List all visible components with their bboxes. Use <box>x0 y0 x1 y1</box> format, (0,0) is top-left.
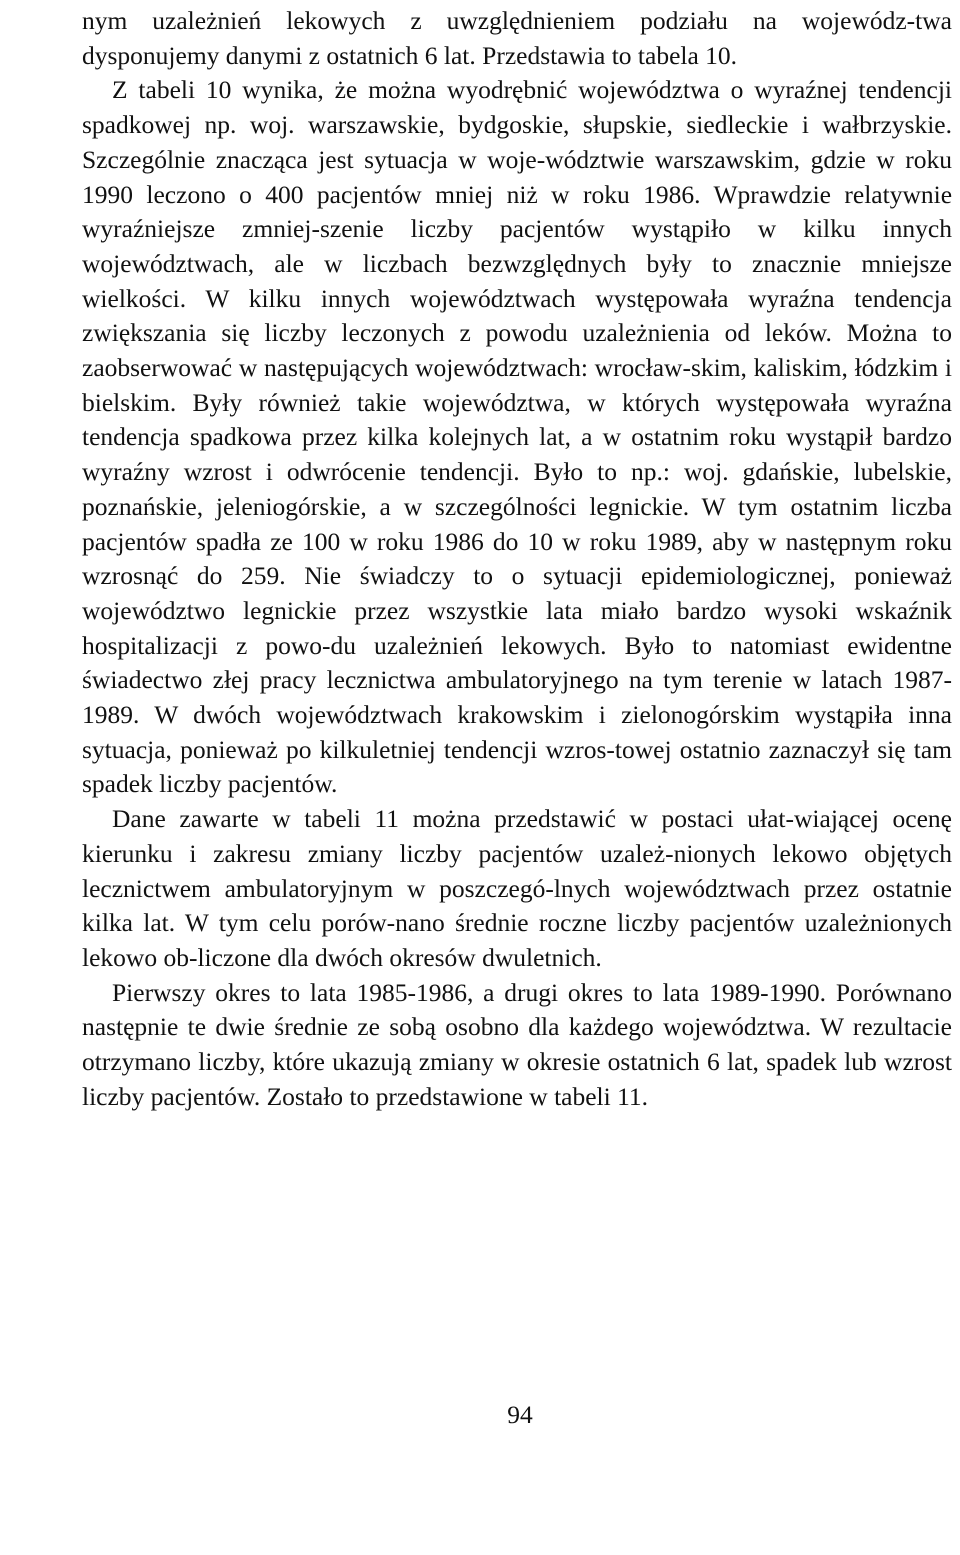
text-line: ale w liczbach bezwzględnych były to znacznie mniejsze wielkości. <box>82 248 953 313</box>
text-line: kolejnych lat, a w ostatnim roku wystąpił bardzo wyraźny wzrost <box>82 422 953 487</box>
paragraph <box>82 976 952 1115</box>
text-line: Porównano następnie te dwie średnie ze sobą osobno dla każdego <box>82 977 953 1042</box>
text-line: o sytuacji epidemiologicznej, ponieważ województwo legnickie przez <box>82 561 952 625</box>
text-line: zwiększania się liczby leczonych z powodu uzależnienia od leków. <box>82 318 832 348</box>
text-line: mniej niż w roku 1986. Wprawdzie relatywnie wyraźniejsze zmniej- <box>82 179 953 244</box>
text-line: województwa. W rezultacie otrzymano liczby, które ukazują zmiany <box>82 1012 952 1077</box>
text-line: wszystkie lata miało bardzo wysoki wskaźnik hospitalizacji z powo- <box>82 595 952 660</box>
text-line: lnych województwach przez ostatnie kilka lat. W tym celu porów- <box>82 873 952 938</box>
text-line: twa dysponujemy danymi z ostatnich 6 lat. Przedstawia to tabela 10. <box>82 6 952 70</box>
text-line: 1989, aby w następnym roku wzrosnąć do 259. Nie świadczy to <box>82 526 952 591</box>
text-line: W kilku innych województwach występowała wyraźna tendencja <box>205 283 952 313</box>
paragraph <box>82 802 952 976</box>
paragraph <box>82 73 952 802</box>
text-line: poznańskie, jeleniogórskie, a w szczególności legnickie. W tym <box>82 491 778 521</box>
paragraph <box>82 4 952 73</box>
text-line: siedleckie i wałbrzyskie. Szczególnie znacząca jest sytuacja w woje- <box>82 110 952 174</box>
text-line: nym uzależnień lekowych z uwzględnieniem podziału na wojewódz- <box>82 6 916 35</box>
text-line: ostatnim liczba pacjentów spadła ze 100 w roku 1986 do 10 w roku <box>82 491 952 556</box>
text-line: skim, kaliskim, łódzkim i bielskim. Były również takie województwa, <box>82 353 952 417</box>
text-line: du uzależnień lekowych. Było to natomiast ewidentne świadectwo <box>82 630 952 695</box>
text-line: towej ostatnio zaznaczył się tam spadek liczby pacjentów. <box>82 734 952 799</box>
text-line: w których występowała wyraźna tendencja spadkowa przez kilka <box>82 387 953 452</box>
text-line: nionych lekowo objętych lecznictwem ambulatoryjnym w poszczegó- <box>82 838 952 903</box>
text-line: liczone dla dwóch okresów dwuletnich. <box>197 942 602 972</box>
text-line: Dane zawarte w tabeli 11 można przedstawić w postaci ułat- <box>112 804 795 834</box>
text-line: Można to zaobserwować w następujących województwach: wrocław- <box>82 318 952 383</box>
text-line: wiającej ocenę kierunku i zakresu zmiany liczby pacjentów uzależ- <box>82 804 952 868</box>
text-line: i odwrócenie tendencji. Było to np.: woj. gdańskie, lubelskie, <box>265 457 953 487</box>
text-line: to przedstawione w tabeli 11. <box>349 1081 649 1111</box>
text-line: 1987-1989. W dwóch województwach krakowskim i zielonogórskim <box>82 665 952 730</box>
text-line: wództwie warszawskim, gdzie w roku 1990 leczono o 400 pacjentów <box>82 144 952 209</box>
text-line: nano średnie roczne liczby pacjentów uzależnionych lekowo ob- <box>82 908 952 972</box>
text-line: w okresie ostatnich 6 lat, spadek lub wzrost liczby pacjentów. Zostało <box>82 1047 953 1111</box>
text-line: szenie liczby pacjentów wystąpiło w kilku innych województwach, <box>82 214 952 278</box>
text-line: wystąpiła inna sytuacja, ponieważ po kilkuletniej tendencji wzros- <box>82 700 952 764</box>
text-line: tendencji spadkowej np. woj. warszawskie, bydgoskie, słupskie, <box>82 75 952 140</box>
text-line: Pierwszy okres to lata 1985-1986, a drugi okres to lata 1989-1990. <box>112 977 827 1007</box>
page-number: 94 <box>507 1400 533 1429</box>
text-line: złej pracy lecznictwa ambulatoryjnego na tym terenie w latach <box>212 665 883 695</box>
document-body <box>82 4 952 1115</box>
text-line: Z tabeli 10 wynika, że można wyodrębnić województwa o wyraźnej <box>112 75 848 105</box>
